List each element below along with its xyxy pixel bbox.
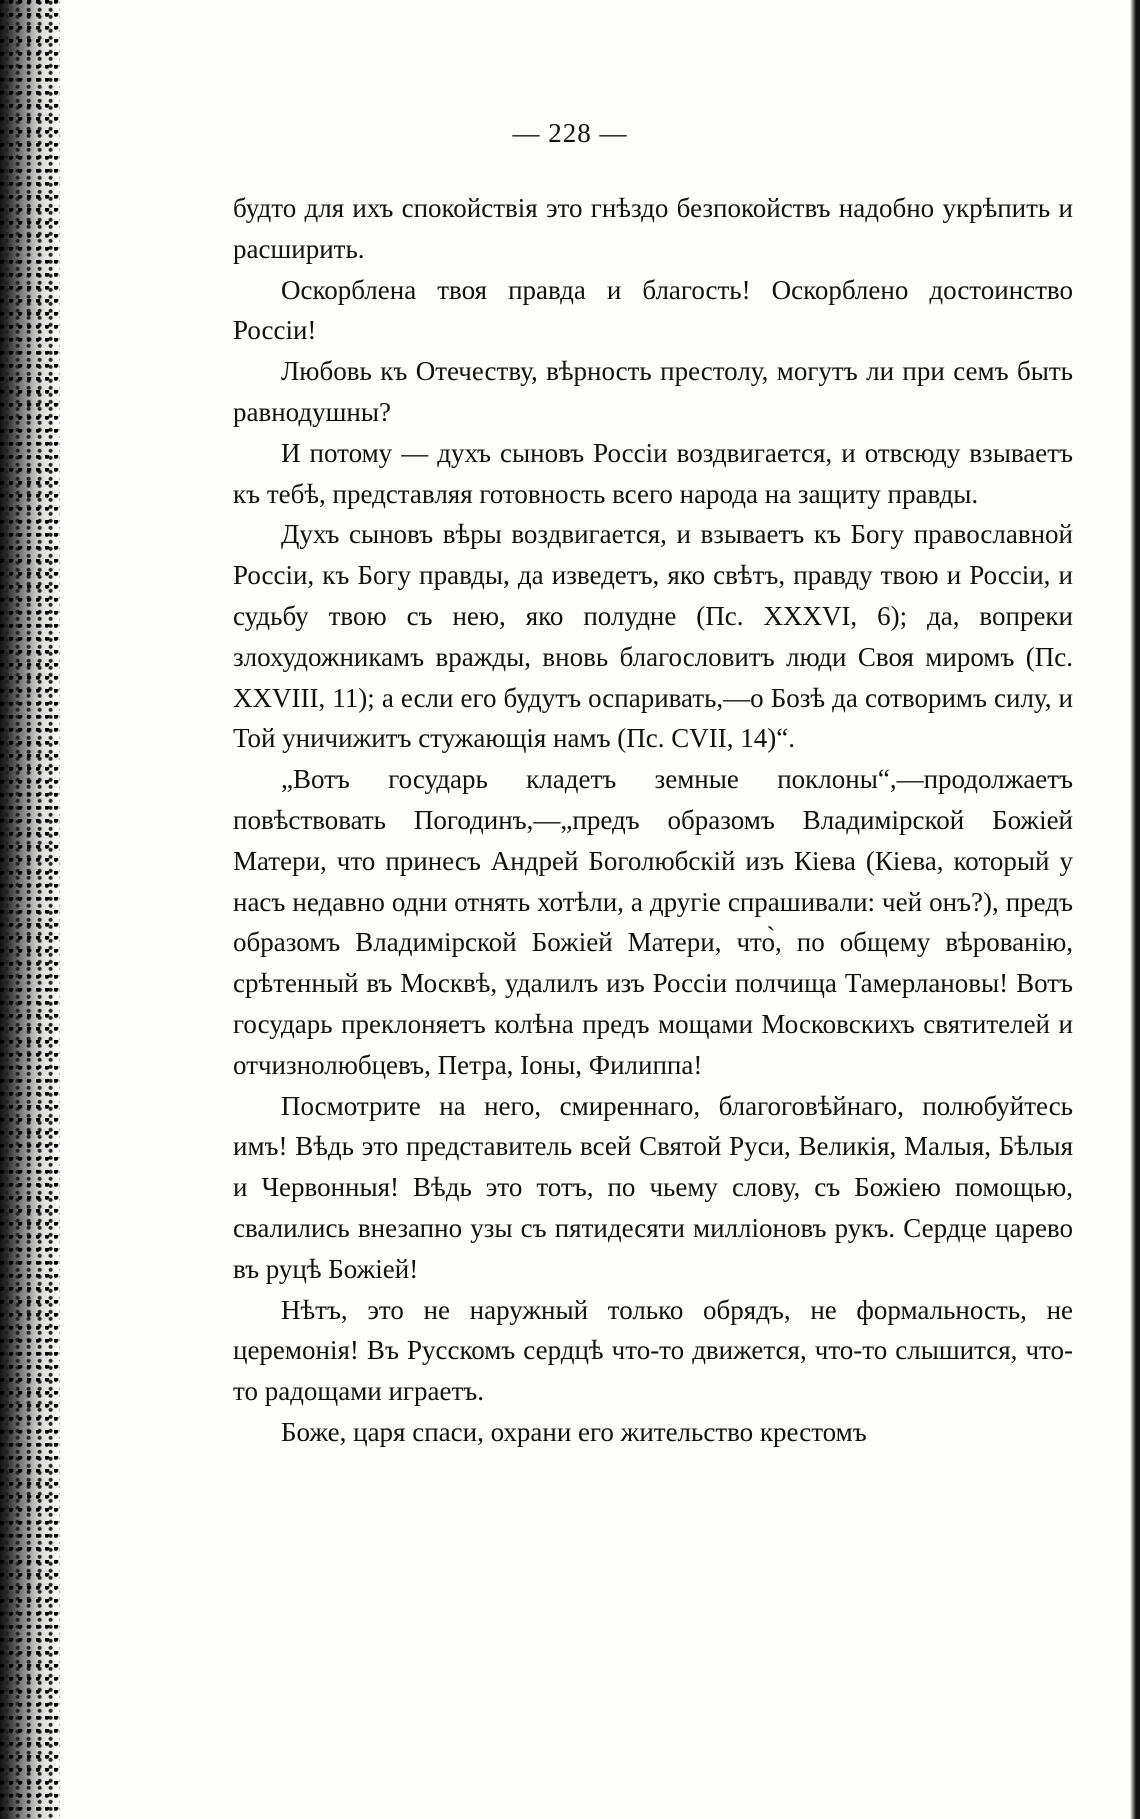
body-text <box>233 188 1073 1453</box>
paragraph-2: Оскорблена твоя правда и благость! Оскорблено достоинство Россіи! <box>233 274 1073 346</box>
paragraph-8: Нѣтъ, это не наружный только обрядъ, не формальность, не церемонія! Въ Русскомъ сердцѣ что-то движется, что-то слышится, что-то радощами играетъ. <box>233 1294 1073 1407</box>
paragraph-4: И потому — духъ сыновъ Россіи воздвигается, и отвсюду взываетъ къ тебѣ, представляя готовность всего народа на защиту правды. <box>233 437 1073 509</box>
paragraph-3: Любовь къ Отечеству, вѣрность престолу, могутъ ли при семъ быть равнодушны? <box>233 356 1073 427</box>
scan-shadow-left <box>0 0 60 1819</box>
paragraph-6: „Вотъ государь кладетъ земные поклоны“,—продолжаетъ повѣствовать Погодинъ,—„предъ образомъ Владимірской Божіей Матери, что принесъ Андрей Боголюбскій изъ Кіева (Кіева, который у насъ недавно одни отнять хотѣли, а другіе спрашивали: чей онъ?), предъ образомъ Владимірской Божіей Матери, что̀, по общему вѣрованію, срѣтенный въ Москвѣ, удалилъ изъ Россіи полчища Тамерлановы! Вотъ государь преклоняетъ колѣна предъ мощами Московскихъ святителей и отчизнолюбцевъ, Петра, Іоны, Филиппа! <box>233 764 1073 1080</box>
paragraph-5: Духъ сыновъ вѣры воздвигается, и взываетъ къ Богу православной Россіи, къ Богу правды, да изведетъ, яко свѣтъ, правду твою и Россіи, и судьбу твою съ нею, яко полудне (Пс. XXXVI, 6); да, вопреки злохудожникамъ вражды, вновь благословитъ люди Своя миромъ (Пс. XXVIII, 11); а если его будутъ оспаривать,—о Бозѣ да сотворимъ силу, и Той уничижитъ стужающія намъ (Пс. CVII, 14)“. <box>233 519 1073 754</box>
page-number: — 228 — <box>512 118 628 148</box>
paragraph-1: будто для ихъ спокойствія это гнѣздо безпокойствъ надобно укрѣпить и расширить. <box>233 193 1073 264</box>
paragraph-7: Посмотрите на него, смиреннаго, благоговѣйнаго, полюбуйтесь имъ! Вѣдь это представитель всей Святой Руси, Великія, Малыя, Бѣлыя и Червонныя! Вѣдь это тотъ, по чьему слову, съ Божіею помощью, свалились внезапно узы съ пятидесяти милліоновъ рукъ. Сердце царево въ руцѣ Божіей! <box>233 1090 1073 1284</box>
scan-shadow-right <box>1130 0 1140 1819</box>
paragraph-9: Боже, царя спаси, охрани его жительство крестомъ <box>281 1416 867 1447</box>
